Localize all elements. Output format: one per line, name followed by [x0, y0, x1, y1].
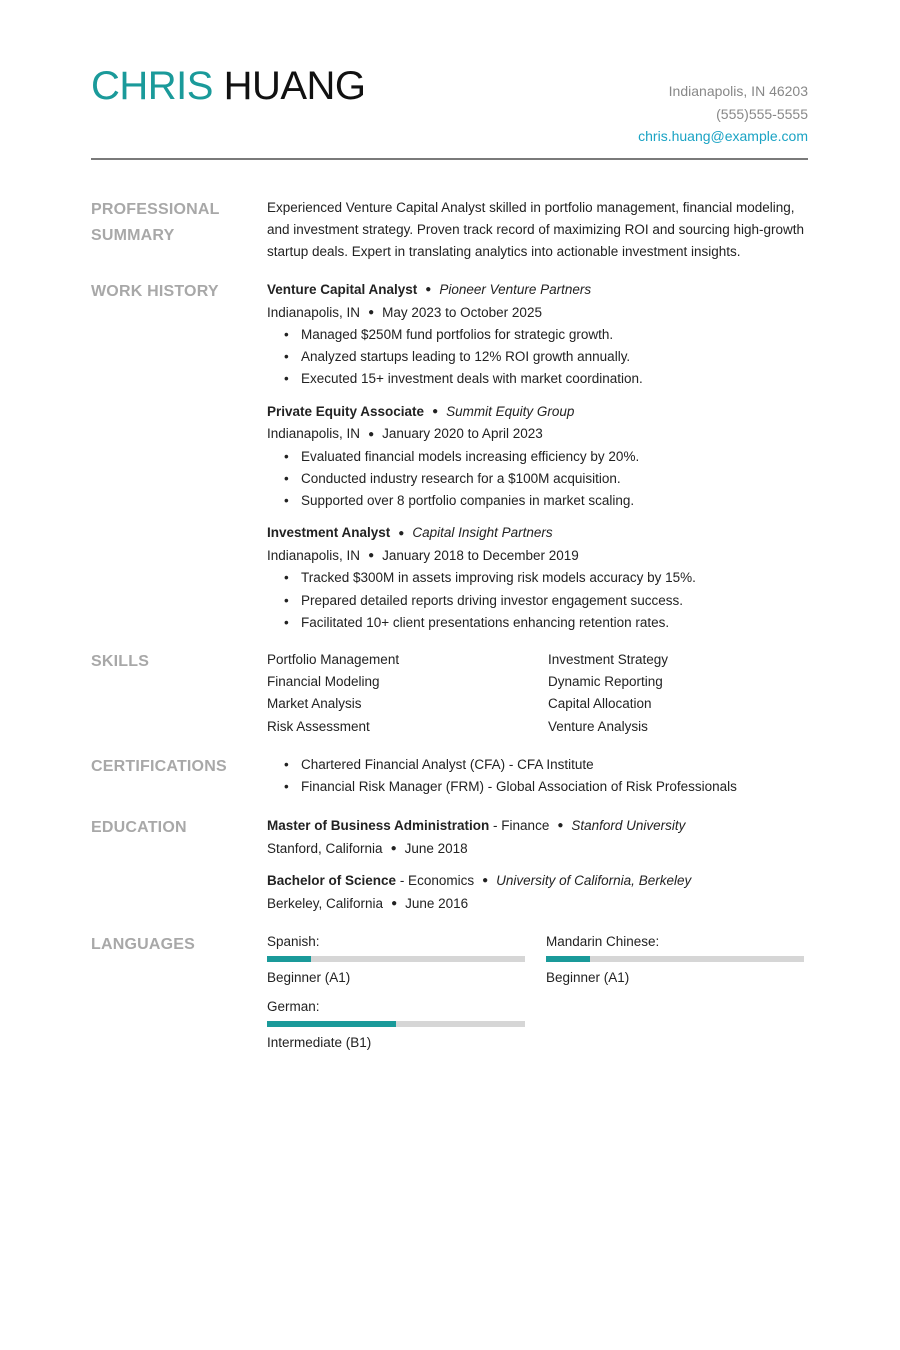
job-location: Indianapolis, IN: [267, 304, 361, 320]
proficiency-bar: [267, 1021, 525, 1027]
resume-header: [91, 62, 808, 160]
separator-dot: ●: [390, 842, 397, 854]
job-header: [267, 279, 808, 302]
degree: Master of Business Administration: [267, 818, 490, 833]
job-dates: May 2023 to October 2025: [382, 304, 542, 320]
separator-dot: ●: [368, 428, 375, 440]
job-bullet: • Supported over 8 portfolio companies in market scaling.: [284, 490, 808, 512]
job-location: Indianapolis, IN: [267, 426, 361, 442]
job-role: Venture Capital Analyst: [267, 282, 418, 297]
job-bullet: • Prepared detailed reports driving investor engagement success.: [284, 590, 808, 612]
skills-body: [267, 649, 808, 738]
certification-item: • Financial Risk Manager (FRM) - Global Association of Risk Professionals: [284, 776, 808, 798]
skill-item: Risk Assessment: [267, 718, 370, 734]
education-header: [267, 870, 808, 893]
job-company: Pioneer Venture Partners: [439, 282, 592, 297]
job-entry: [267, 522, 808, 634]
job-bullet: • Managed $250M fund portfolios for strategic growth.: [284, 324, 808, 346]
education-meta: [267, 893, 808, 916]
job-entry: [267, 401, 808, 513]
separator-dot: ●: [398, 527, 405, 539]
degree-field: - Finance: [489, 818, 550, 833]
language-item: [546, 932, 804, 989]
education-body: [267, 815, 808, 925]
languages-body: [267, 932, 808, 1054]
proficiency-fill: [267, 1021, 396, 1027]
separator-dot: ●: [425, 284, 432, 296]
certification-item: • Chartered Financial Analyst (CFA) - CFA Institute: [284, 754, 808, 776]
school: University of California, Berkeley: [496, 873, 692, 889]
job-header: [267, 522, 808, 545]
language-item: [267, 997, 546, 1054]
language-name: Spanish:: [267, 934, 320, 949]
skills-grid: [267, 649, 808, 738]
job-role: Private Equity Associate: [267, 403, 425, 419]
language-level: Beginner (A1): [267, 970, 351, 985]
contact-info: [638, 80, 808, 148]
degree-field: - Economics: [396, 873, 475, 889]
job-company: Summit Equity Group: [446, 403, 575, 419]
graduation-date: June 2016: [405, 895, 469, 911]
email-link[interactable]: chris.huang@example.com: [638, 128, 808, 144]
job-location: Indianapolis, IN: [267, 547, 361, 563]
job-meta: [267, 423, 808, 446]
certification-list: [267, 754, 808, 798]
job-header: [267, 401, 808, 424]
proficiency-bar: [546, 956, 804, 962]
certifications-body: [267, 754, 808, 798]
skill-item: Investment Strategy: [548, 652, 669, 667]
section-title-summary: [91, 197, 251, 249]
job-dates: January 2018 to December 2019: [382, 547, 579, 563]
school-location: Stanford, California: [267, 840, 383, 856]
skill-item: Capital Allocation: [548, 696, 652, 712]
job-meta: [267, 545, 808, 568]
languages-grid: [267, 932, 808, 1054]
section-title-skills: SKILLS: [91, 653, 150, 670]
job-bullet: • Evaluated financial models increasing efficiency by 20%.: [284, 446, 808, 468]
phone: (555)555-5555: [716, 105, 808, 122]
job-meta: [267, 302, 808, 325]
work-history-body: [267, 279, 808, 644]
separator-dot: ●: [557, 820, 564, 832]
degree: Bachelor of Science: [267, 873, 397, 889]
job-company: Capital Insight Partners: [412, 525, 553, 541]
school: Stanford University: [571, 818, 686, 833]
education-entry: [267, 870, 808, 915]
summary-body: [267, 197, 808, 264]
job-role: Investment Analyst: [267, 525, 391, 541]
separator-dot: ●: [391, 897, 398, 909]
language-item: [267, 932, 546, 989]
education-meta: [267, 838, 808, 861]
first-name: CHRIS: [91, 64, 213, 108]
graduation-date: June 2018: [404, 840, 468, 856]
section-title-work-history: WORK HISTORY: [91, 283, 219, 300]
separator-dot: ●: [368, 306, 375, 318]
skill-item: Market Analysis: [267, 696, 362, 712]
separator-dot: ●: [368, 550, 375, 562]
skill-item: Financial Modeling: [267, 674, 380, 690]
job-bullets: [267, 324, 808, 391]
header-divider: [91, 158, 808, 160]
language-level: Beginner (A1): [546, 970, 630, 985]
skill-item: Dynamic Reporting: [548, 674, 663, 690]
section-title-line: SUMMARY: [91, 227, 175, 244]
job-bullets: [267, 567, 808, 634]
language-level: Intermediate (B1): [267, 1035, 372, 1050]
job-bullet: • Conducted industry research for a $100M acquisition.: [284, 468, 808, 490]
job-bullet: • Facilitated 10+ client presentations enhancing retention rates.: [284, 612, 808, 634]
job-bullets: [267, 446, 808, 513]
job-bullet: • Executed 15+ investment deals with market coordination.: [284, 368, 808, 390]
proficiency-fill: [267, 956, 311, 962]
proficiency-fill: [546, 956, 590, 962]
section-title-line: PROFESSIONAL: [91, 201, 220, 218]
separator-dot: ●: [432, 406, 439, 417]
summary-text: Experienced Venture Capital Analyst skilled in portfolio management, financial modeling, and investment strategy. Proven track record of maximizing ROI and sourcing high-growth startup deals. Expert in translating analytics into actionable investment insights.: [267, 200, 804, 260]
skill-item: Portfolio Management: [267, 652, 400, 667]
job-dates: January 2020 to April 2023: [382, 426, 543, 442]
section-title-languages: LANGUAGES: [91, 936, 196, 953]
education-header: [267, 815, 808, 838]
separator-dot: ●: [482, 875, 489, 887]
skill-item: Venture Analysis: [548, 718, 648, 734]
language-name: German:: [267, 999, 320, 1014]
proficiency-bar: [267, 956, 525, 962]
job-entry: [267, 279, 808, 391]
address: Indianapolis, IN 46203: [668, 83, 808, 99]
education-entry: [267, 815, 808, 860]
last-name: HUANG: [223, 64, 366, 108]
candidate-name: [91, 62, 366, 110]
job-bullet: • Analyzed startups leading to 12% ROI growth annually.: [284, 346, 808, 368]
job-bullet: • Tracked $300M in assets improving risk models accuracy by 15%.: [284, 567, 808, 589]
section-title-education: EDUCATION: [91, 819, 187, 836]
section-title-certifications: CERTIFICATIONS: [91, 758, 227, 775]
school-location: Berkeley, California: [267, 895, 384, 911]
language-name: Mandarin Chinese:: [546, 934, 660, 949]
